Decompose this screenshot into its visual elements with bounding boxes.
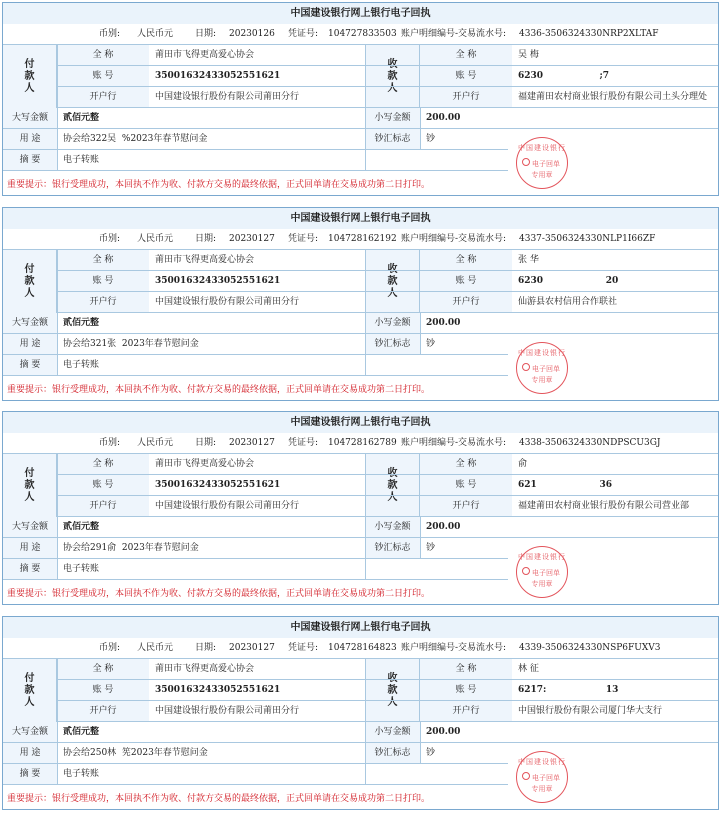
payer-account-label: 账 号 bbox=[57, 271, 149, 291]
payer-account: 35001632433052551621 bbox=[155, 685, 281, 695]
receipt-title: 中国建设银行网上银行电子回执 bbox=[3, 3, 718, 25]
currency-label: 币别: bbox=[99, 234, 121, 244]
voucher-value: 104728164823 bbox=[328, 643, 397, 653]
payee-bank-label: 开户行 bbox=[420, 292, 512, 312]
payer-name: 莆田市飞得更高爱心协会 bbox=[155, 255, 255, 265]
payee-bank-label: 开户行 bbox=[420, 701, 512, 721]
ccb-logo-icon bbox=[522, 158, 530, 166]
col-divider bbox=[57, 454, 58, 580]
payee-header-text: 收款人 bbox=[387, 672, 398, 708]
payer-name: 莆田市飞得更高爱心协会 bbox=[155, 459, 255, 469]
amount-lower: 200.00 bbox=[426, 522, 461, 532]
payee-bank: 中国银行股份有限公司厦门华大支行 bbox=[518, 706, 663, 716]
payer-name: 莆田市飞得更高爱心协会 bbox=[155, 664, 255, 674]
payer-bank: 中国建设银行股份有限公司莆田分行 bbox=[155, 706, 300, 716]
purpose: 协会给321张 2023年春节慰问金 bbox=[63, 339, 199, 349]
important-notice: 重要提示：银行受理成功，本回执不作为收、付款方交易的最终依据，正式回单请在交易成功第二日打印。 bbox=[7, 794, 431, 804]
summary-label: 摘 要 bbox=[3, 559, 57, 579]
payer-header-text: 付款人 bbox=[24, 467, 35, 503]
payer-account-label: 账 号 bbox=[57, 66, 149, 86]
bank-seal-stamp bbox=[516, 751, 568, 803]
summary-row bbox=[3, 355, 508, 376]
receipt bbox=[2, 616, 719, 810]
currency-label: 币别: bbox=[99, 643, 121, 653]
serial-value: 4337-3506324330NLP1I66ZF bbox=[519, 234, 656, 244]
stamp-line1: 电子回单 bbox=[532, 160, 560, 168]
payer-account: 35001632433052551621 bbox=[155, 276, 281, 286]
amount-lower: 200.00 bbox=[426, 113, 461, 123]
payee-account-label: 账 号 bbox=[420, 271, 512, 291]
payer-header-text: 付款人 bbox=[24, 263, 35, 299]
payer-header-text: 付款人 bbox=[24, 58, 35, 94]
purpose-label: 用 途 bbox=[3, 538, 57, 558]
receipt-meta-row bbox=[3, 24, 718, 45]
account-row bbox=[57, 271, 718, 292]
payee-bank: 仙游县农村信用合作联社 bbox=[518, 297, 618, 307]
amount-upper-label: 大写金额 bbox=[3, 313, 57, 333]
amount-lower-label: 小写金额 bbox=[365, 517, 420, 537]
payee-bank-label: 开户行 bbox=[420, 87, 512, 107]
cash-flag-label: 钞汇标志 bbox=[365, 538, 420, 558]
name-row bbox=[57, 45, 718, 66]
payee-name: 张 华 bbox=[518, 255, 539, 265]
serial-value: 4338-3506324330NDPSCU3GJ bbox=[519, 438, 661, 448]
date-value: 20230127 bbox=[229, 234, 275, 244]
ccb-logo-icon bbox=[522, 567, 530, 575]
amount-row bbox=[3, 313, 718, 334]
amount-upper: 贰佰元整 bbox=[63, 727, 100, 737]
col-divider bbox=[57, 45, 58, 171]
amount-lower-label: 小写金额 bbox=[365, 108, 420, 128]
receipt bbox=[2, 2, 719, 196]
col-divider bbox=[365, 108, 366, 171]
col-divider bbox=[365, 313, 366, 376]
important-notice: 重要提示：银行受理成功，本回执不作为收、付款方交易的最终依据，正式回单请在交易成功第二日打印。 bbox=[7, 180, 431, 190]
payer-bank-label: 开户行 bbox=[57, 87, 149, 107]
account-row bbox=[57, 680, 718, 701]
summary: 电子转账 bbox=[63, 564, 100, 574]
purpose-row bbox=[3, 743, 508, 764]
amount-lower: 200.00 bbox=[426, 318, 461, 328]
col-divider bbox=[420, 517, 421, 559]
stamp-line2: 专用章 bbox=[531, 376, 553, 384]
payee-name-label: 全 称 bbox=[420, 250, 512, 270]
payee-bank-label: 开户行 bbox=[420, 496, 512, 516]
voucher-label: 凭证号: bbox=[288, 234, 319, 244]
cash-flag: 钞 bbox=[426, 748, 436, 758]
amount-upper: 贰佰元整 bbox=[63, 318, 100, 328]
ccb-logo-icon bbox=[522, 772, 530, 780]
bank-row bbox=[57, 496, 718, 517]
stamp-ring-text: 中国建设银行 bbox=[518, 144, 566, 152]
summary-label: 摘 要 bbox=[3, 150, 57, 170]
cash-flag: 钞 bbox=[426, 543, 436, 553]
amount-lower: 200.00 bbox=[426, 727, 461, 737]
payee-name: 林 征 bbox=[518, 664, 539, 674]
purpose-label: 用 途 bbox=[3, 743, 57, 763]
important-notice: 重要提示：银行受理成功，本回执不作为收、付款方交易的最终依据，正式回单请在交易成功第二日打印。 bbox=[7, 589, 431, 599]
payer-bank: 中国建设银行股份有限公司莆田分行 bbox=[155, 297, 300, 307]
payer-name-label: 全 称 bbox=[57, 659, 149, 679]
payee-name-label: 全 称 bbox=[420, 659, 512, 679]
payer-account: 35001632433052551621 bbox=[155, 71, 281, 81]
account-row bbox=[57, 475, 718, 496]
purpose: 协会给250林 筅2023年春节慰问金 bbox=[63, 748, 208, 758]
receipt-title: 中国建设银行网上银行电子回执 bbox=[3, 208, 718, 230]
bank-seal-stamp bbox=[516, 342, 568, 394]
voucher-label: 凭证号: bbox=[288, 29, 319, 39]
cash-flag-label: 钞汇标志 bbox=[365, 129, 420, 149]
amount-row bbox=[3, 722, 718, 743]
currency-value: 人民币元 bbox=[137, 643, 174, 653]
important-notice: 重要提示：银行受理成功，本回执不作为收、付款方交易的最终依据，正式回单请在交易成功第二日打印。 bbox=[7, 385, 431, 395]
stamp-line2: 专用章 bbox=[531, 785, 553, 793]
serial-label: 账户明细编号-交易流水号: bbox=[401, 234, 507, 244]
payee-bank: 福建莆田农村商业银行股份有限公司土头分理处 bbox=[518, 92, 708, 102]
receipt-title: 中国建设银行网上银行电子回执 bbox=[3, 412, 718, 434]
stamp-line1: 电子回单 bbox=[532, 365, 560, 373]
amount-upper: 贰佰元整 bbox=[63, 113, 100, 123]
purpose: 协会给291俞 2023年春节慰问金 bbox=[63, 543, 199, 553]
cash-flag-label: 钞汇标志 bbox=[365, 334, 420, 354]
voucher-value: 104728162192 bbox=[328, 234, 397, 244]
payer-name-label: 全 称 bbox=[57, 250, 149, 270]
purpose-row bbox=[3, 538, 508, 559]
serial-label: 账户明细编号-交易流水号: bbox=[401, 643, 507, 653]
col-divider bbox=[365, 517, 366, 580]
amount-row bbox=[3, 108, 718, 129]
payer-header-text: 付款人 bbox=[24, 672, 35, 708]
serial-value: 4339-3506324330NSP6FUXV3 bbox=[519, 643, 661, 653]
receipt-meta-row bbox=[3, 229, 718, 250]
serial-value: 4336-3506324330NRP2XLTAF bbox=[519, 29, 659, 39]
payee-account-label: 账 号 bbox=[420, 680, 512, 700]
payer-account: 35001632433052551621 bbox=[155, 480, 281, 490]
receipt-title: 中国建设银行网上银行电子回执 bbox=[3, 617, 718, 639]
payee-name: 吴 梅 bbox=[518, 50, 539, 60]
currency-value: 人民币元 bbox=[137, 234, 174, 244]
date-label: 日期: bbox=[195, 438, 217, 448]
payer-bank-label: 开户行 bbox=[57, 701, 149, 721]
amount-upper-label: 大写金额 bbox=[3, 517, 57, 537]
stamp-line2: 专用章 bbox=[531, 580, 553, 588]
stamp-line2: 专用章 bbox=[531, 171, 553, 179]
payer-name-label: 全 称 bbox=[57, 45, 149, 65]
payee-header-text: 收款人 bbox=[387, 58, 398, 94]
serial-label: 账户明细编号-交易流水号: bbox=[401, 438, 507, 448]
payee-account: 6217: 13 bbox=[518, 685, 619, 695]
payee-account: 6230 ;7 bbox=[518, 71, 610, 81]
stamp-ring-text: 中国建设银行 bbox=[518, 758, 566, 766]
payer-bank: 中国建设银行股份有限公司莆田分行 bbox=[155, 501, 300, 511]
date-value: 20230127 bbox=[229, 643, 275, 653]
voucher-value: 104727833503 bbox=[328, 29, 397, 39]
serial-label: 账户明细编号-交易流水号: bbox=[401, 29, 507, 39]
bank-row bbox=[57, 292, 718, 313]
currency-value: 人民币元 bbox=[137, 29, 174, 39]
purpose-label: 用 途 bbox=[3, 129, 57, 149]
payer-bank-label: 开户行 bbox=[57, 292, 149, 312]
summary-row bbox=[3, 559, 508, 580]
voucher-value: 104728162789 bbox=[328, 438, 397, 448]
summary-row bbox=[3, 150, 508, 171]
payee-name: 俞 bbox=[518, 459, 528, 469]
summary-label: 摘 要 bbox=[3, 764, 57, 784]
purpose-row bbox=[3, 129, 508, 150]
currency-value: 人民币元 bbox=[137, 438, 174, 448]
payer-header bbox=[3, 454, 57, 517]
stamp-line1: 电子回单 bbox=[532, 774, 560, 782]
col-divider bbox=[365, 722, 366, 785]
amount-upper-label: 大写金额 bbox=[3, 722, 57, 742]
cash-flag: 钞 bbox=[426, 339, 436, 349]
account-row bbox=[57, 66, 718, 87]
payee-name-label: 全 称 bbox=[420, 45, 512, 65]
summary: 电子转账 bbox=[63, 155, 100, 165]
payee-account-label: 账 号 bbox=[420, 475, 512, 495]
receipt bbox=[2, 411, 719, 605]
summary-label: 摘 要 bbox=[3, 355, 57, 375]
receipt-meta-row bbox=[3, 638, 718, 659]
purpose: 协会给322吴 %2023年春节慰问金 bbox=[63, 134, 208, 144]
purpose-label: 用 途 bbox=[3, 334, 57, 354]
payer-header bbox=[3, 659, 57, 722]
amount-upper: 贰佰元整 bbox=[63, 522, 100, 532]
payee-name-label: 全 称 bbox=[420, 454, 512, 474]
col-divider bbox=[420, 108, 421, 150]
date-value: 20230127 bbox=[229, 438, 275, 448]
payee-account: 6230 20 bbox=[518, 276, 619, 286]
payee-account-label: 账 号 bbox=[420, 66, 512, 86]
summary: 电子转账 bbox=[63, 769, 100, 779]
date-label: 日期: bbox=[195, 29, 217, 39]
payer-account-label: 账 号 bbox=[57, 475, 149, 495]
payer-header bbox=[3, 250, 57, 313]
voucher-label: 凭证号: bbox=[288, 438, 319, 448]
currency-label: 币别: bbox=[99, 29, 121, 39]
amount-lower-label: 小写金额 bbox=[365, 313, 420, 333]
col-divider bbox=[420, 313, 421, 355]
name-row bbox=[57, 659, 718, 680]
payee-bank: 福建莆田农村商业银行股份有限公司营业部 bbox=[518, 501, 690, 511]
bank-row bbox=[57, 87, 718, 108]
date-label: 日期: bbox=[195, 234, 217, 244]
amount-lower-label: 小写金额 bbox=[365, 722, 420, 742]
summary-row bbox=[3, 764, 508, 785]
voucher-label: 凭证号: bbox=[288, 643, 319, 653]
date-value: 20230126 bbox=[229, 29, 275, 39]
amount-upper-label: 大写金额 bbox=[3, 108, 57, 128]
payer-bank-label: 开户行 bbox=[57, 496, 149, 516]
payee-header-text: 收款人 bbox=[387, 467, 398, 503]
cash-flag-label: 钞汇标志 bbox=[365, 743, 420, 763]
stamp-ring-text: 中国建设银行 bbox=[518, 349, 566, 357]
currency-label: 币别: bbox=[99, 438, 121, 448]
amount-row bbox=[3, 517, 718, 538]
payer-name-label: 全 称 bbox=[57, 454, 149, 474]
receipt-meta-row bbox=[3, 433, 718, 454]
col-divider bbox=[420, 722, 421, 764]
payee-account: 621 36 bbox=[518, 480, 612, 490]
purpose-row bbox=[3, 334, 508, 355]
payer-name: 莆田市飞得更高爱心协会 bbox=[155, 50, 255, 60]
stamp-line1: 电子回单 bbox=[532, 569, 560, 577]
payee-header-text: 收款人 bbox=[387, 263, 398, 299]
cash-flag: 钞 bbox=[426, 134, 436, 144]
bank-seal-stamp bbox=[516, 546, 568, 598]
receipt bbox=[2, 207, 719, 401]
date-label: 日期: bbox=[195, 643, 217, 653]
ccb-logo-icon bbox=[522, 363, 530, 371]
bank-row bbox=[57, 701, 718, 722]
col-divider bbox=[57, 659, 58, 785]
col-divider bbox=[57, 250, 58, 376]
stamp-ring-text: 中国建设银行 bbox=[518, 553, 566, 561]
name-row bbox=[57, 250, 718, 271]
payer-header bbox=[3, 45, 57, 108]
summary: 电子转账 bbox=[63, 360, 100, 370]
payer-account-label: 账 号 bbox=[57, 680, 149, 700]
name-row bbox=[57, 454, 718, 475]
payer-bank: 中国建设银行股份有限公司莆田分行 bbox=[155, 92, 300, 102]
bank-seal-stamp bbox=[516, 137, 568, 189]
